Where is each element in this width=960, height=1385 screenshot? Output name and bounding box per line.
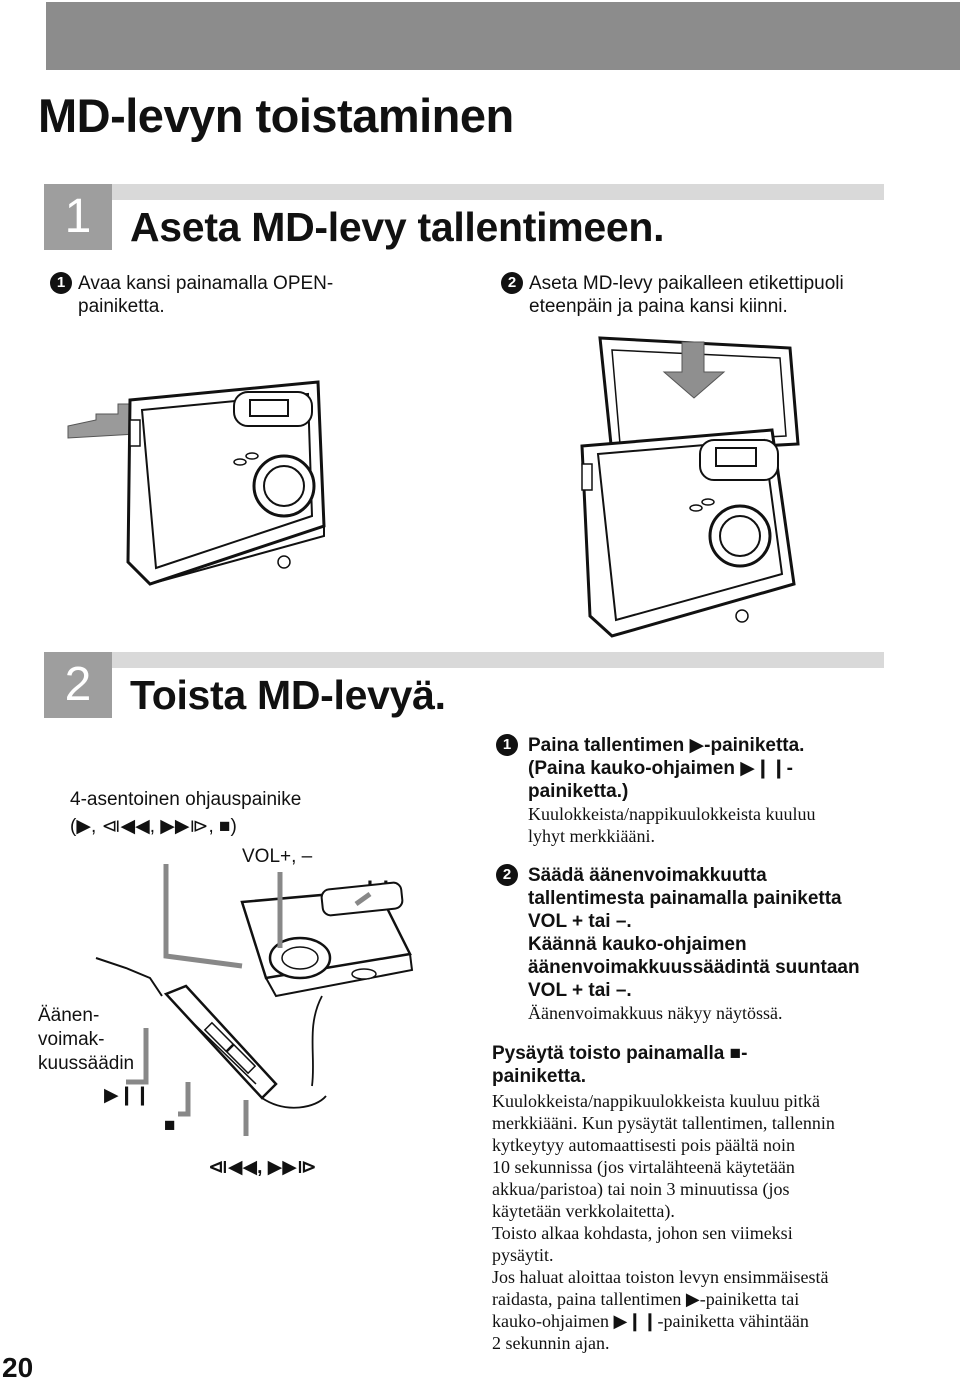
step-2-marker-2: 2 [496, 864, 518, 886]
instr2-line-3: VOL + tai –. [528, 911, 632, 932]
step-1-rule [112, 184, 884, 200]
stop-heading-2: painiketta. [492, 1066, 586, 1087]
volume-dial-label-line-1: Äänen- [38, 1005, 100, 1026]
step-1-instruction-1 [78, 272, 333, 318]
instr2-line-1: Säädä äänenvoimakkuutta [528, 865, 767, 886]
volume-dial-label-line-3: kuussäädin [38, 1053, 135, 1074]
arrow-right-icon [68, 404, 136, 438]
stop-body-line: Jos haluat aloittaa toiston levyn ensimmäisestä [492, 1267, 829, 1287]
stop-body-line: 10 sekunnissa (jos virtalähteenä käytetään [492, 1157, 795, 1177]
stop-body-line: Toisto alkaa kohdasta, johon sen viimeksi [492, 1223, 793, 1243]
step-2-rule [112, 652, 884, 668]
step-1-heading: Aseta MD-levy tallentimeen. [130, 204, 665, 250]
header-bar [46, 2, 960, 70]
step-1-marker-1: 1 [50, 272, 72, 294]
stop-body-line: 2 sekunnin ajan. [492, 1333, 610, 1353]
stop-section [492, 1042, 892, 1088]
stop-heading-1: Pysäytä toisto painamalla ■- [492, 1043, 748, 1064]
player-remote-illustration [86, 846, 416, 1136]
instr2-line-5: äänenvoimakkuussäädintä suuntaan [528, 957, 860, 978]
control-button-symbols: (▶, ⧏◀◀, ▶▶⧐, ■) [70, 816, 237, 837]
instr2-line-2: tallentimesta painamalla painiketta [528, 888, 842, 909]
stop-body-line: pysäytit. [492, 1245, 554, 1265]
stop-body [492, 1090, 912, 1354]
instr1-line-1: Paina tallentimen ▶-painiketta. [528, 735, 805, 756]
page-title: MD-levyn toistaminen [38, 89, 514, 142]
stop-body-line: Kuulokkeista/nappikuulokkeista kuuluu pitkä [492, 1091, 820, 1111]
instr2-line-4: Käännä kauko-ohjaimen [528, 934, 747, 955]
play-pause-label: ▶❙❙ [104, 1085, 151, 1106]
step-1-marker-2: 2 [501, 272, 523, 294]
control-button-label: 4-asentoinen ohjauspainike [70, 789, 302, 810]
stop-body-line: käytetään verkkolaitetta). [492, 1201, 675, 1221]
step-1-instruction-2-line-2: eteenpäin ja paina kansi kiinni. [529, 296, 788, 317]
open-lid-illustration [58, 376, 358, 592]
step-2-heading: Toista MD-levyä. [130, 672, 446, 718]
stop-label: ■ [164, 1115, 176, 1136]
insert-md-illustration [572, 336, 812, 640]
step-1-instruction-1-line-1: Avaa kansi painamalla OPEN- [78, 273, 334, 294]
instr1-note-1: Kuulokkeista/nappikuulokkeista kuuluu [528, 804, 816, 824]
instr1-note-2: lyhyt merkkiääni. [528, 826, 655, 846]
step-1-number: 1 [44, 184, 112, 250]
step-1-instruction-2 [529, 272, 844, 318]
step-2-instruction-1 [528, 734, 898, 847]
stop-body-line: merkkiääni. Kun pysäytät tallentimen, tallennin [492, 1113, 835, 1133]
step-2-number: 2 [44, 652, 112, 718]
stop-body-line: kauko-ohjaimen ▶❙❙-painiketta vähintään [492, 1311, 809, 1331]
instr2-note: Äänenvoimakkuus näkyy näytössä. [528, 1003, 783, 1023]
vol-label: VOL+, – [242, 846, 313, 867]
step-1-instruction-2-line-1: Aseta MD-levy paikalleen etikettipuoli [529, 273, 844, 294]
instr1-line-2: (Paina kauko-ohjaimen ▶❙❙- [528, 758, 793, 779]
instr2-line-6: VOL + tai –. [528, 980, 632, 1001]
instr1-line-3: painiketta.) [528, 781, 629, 802]
stop-body-line: akkua/paristoa) tai noin 3 minuutissa (jos [492, 1179, 790, 1199]
stop-body-line: kytkeytyy automaattisesti pois päältä noin [492, 1135, 795, 1155]
stop-body-line: raidasta, paina tallentimen ▶-painiketta tai [492, 1289, 800, 1309]
skip-label: ⧏◀◀, ▶▶⧐ [208, 1157, 317, 1178]
page-number: 20 [2, 1352, 34, 1383]
step-2-marker-1: 1 [496, 734, 518, 756]
step-1-instruction-1-line-2: painiketta. [78, 296, 165, 317]
volume-dial-label-line-2: voimak- [38, 1029, 105, 1050]
step-2-instruction-2 [528, 864, 898, 1024]
